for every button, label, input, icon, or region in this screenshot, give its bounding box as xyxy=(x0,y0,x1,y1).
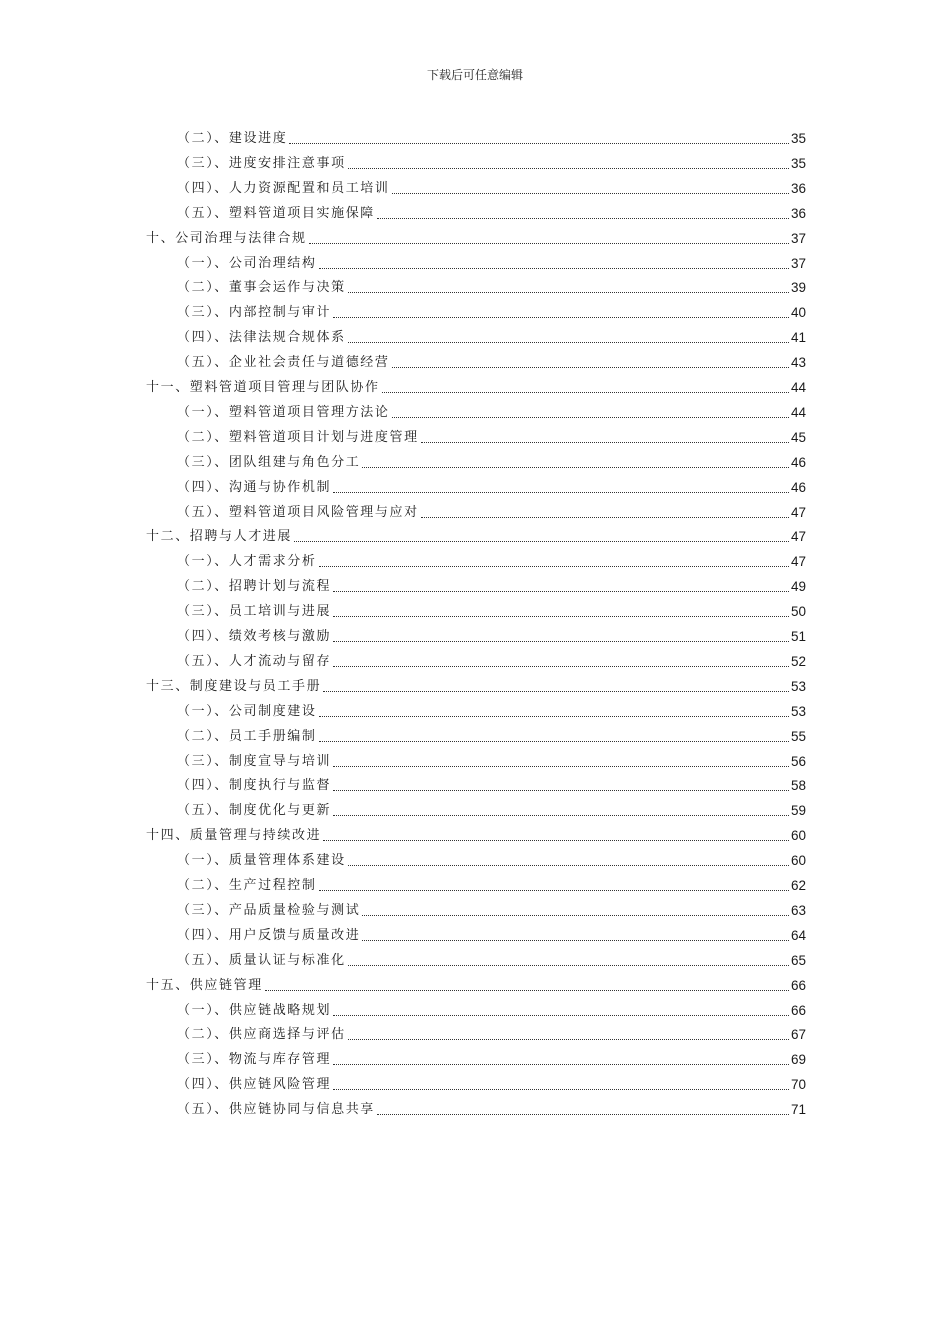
toc-entry-page-number: 49 xyxy=(790,579,806,595)
toc-entry-page-number: 64 xyxy=(790,927,806,943)
toc-entry-page-number: 63 xyxy=(790,902,806,918)
toc-entry-title: （一）、质量管理体系建设 xyxy=(177,853,346,869)
toc-entry-title: （三）、员工培训与进展 xyxy=(177,604,332,620)
toc-entry-page-number: 47 xyxy=(790,504,806,520)
toc-dot-leader xyxy=(348,341,789,343)
toc-entry-title: （四）、供应链风险管理 xyxy=(177,1077,332,1093)
toc-entry-title: （三）、进度安排注意事项 xyxy=(177,155,346,171)
toc-entry-title: （二）、塑料管道项目计划与进度管理 xyxy=(177,429,419,445)
toc-entry-title: 十、公司治理与法律合规 xyxy=(146,230,307,246)
toc-entry-page-number: 53 xyxy=(790,703,806,719)
toc-entry-page-number: 47 xyxy=(790,529,806,545)
toc-section-entry[interactable] xyxy=(177,126,806,148)
toc-entry-page-number: 36 xyxy=(790,205,806,221)
toc-dot-leader xyxy=(294,540,789,542)
toc-entry-page-number: 58 xyxy=(790,778,806,794)
toc-dot-leader xyxy=(348,167,789,169)
toc-entry-title: （二）、建设进度 xyxy=(177,131,288,146)
toc-entry-page-number: 46 xyxy=(790,454,806,470)
toc-entry-title: （四）、人力资源配置和员工培训 xyxy=(177,180,390,196)
toc-entry-title: （四）、沟通与协作机制 xyxy=(177,479,332,495)
toc-dot-leader xyxy=(392,366,789,368)
toc-entry-page-number: 47 xyxy=(790,554,806,570)
toc-entry-title: （二）、员工手册编制 xyxy=(177,728,317,744)
toc-dot-leader xyxy=(362,914,789,916)
toc-chapter-entry[interactable] xyxy=(146,823,806,845)
toc-chapter-entry[interactable] xyxy=(146,524,806,546)
toc-entry-title: （一）、公司治理结构 xyxy=(177,255,317,271)
toc-entry-page-number: 43 xyxy=(790,355,806,371)
toc-dot-leader xyxy=(333,640,789,642)
toc-entry-title: 十五、供应链管理 xyxy=(146,977,263,993)
toc-entry-page-number: 40 xyxy=(790,305,806,321)
toc-entry-title: （五）、制度优化与更新 xyxy=(177,803,332,819)
toc-dot-leader xyxy=(362,939,789,941)
toc-entry-title: （五）、企业社会责任与道德经营 xyxy=(177,355,390,371)
toc-dot-leader xyxy=(333,814,789,816)
toc-dot-leader xyxy=(309,242,789,244)
toc-section-entry[interactable] xyxy=(177,1097,806,1119)
toc-dot-leader xyxy=(319,740,789,742)
toc-dot-leader xyxy=(377,217,789,219)
toc-dot-leader xyxy=(377,1113,789,1115)
toc-dot-leader xyxy=(348,864,789,866)
toc-section-entry[interactable] xyxy=(177,773,806,795)
toc-section-entry[interactable] xyxy=(177,724,806,746)
toc-entry-title: （一）、人才需求分析 xyxy=(177,554,317,570)
toc-dot-leader xyxy=(392,416,789,418)
toc-dot-leader xyxy=(421,516,789,518)
toc-entry-page-number: 41 xyxy=(790,330,806,346)
toc-section-entry[interactable] xyxy=(177,151,806,173)
toc-entry-title: （四）、制度执行与监督 xyxy=(177,778,332,794)
toc-entry-page-number: 56 xyxy=(790,753,806,769)
toc-dot-leader xyxy=(333,665,789,667)
toc-section-entry[interactable] xyxy=(177,549,806,571)
toc-entry-title: 十三、制度建设与员工手册 xyxy=(146,678,322,694)
toc-chapter-entry[interactable] xyxy=(146,973,806,995)
toc-section-entry[interactable] xyxy=(177,1072,806,1094)
toc-entry-page-number: 59 xyxy=(790,803,806,819)
toc-entry-title: 十二、招聘与人才进展 xyxy=(146,529,293,545)
toc-dot-leader xyxy=(319,889,789,891)
toc-section-entry[interactable] xyxy=(177,574,806,596)
toc-entry-title: （一）、塑料管道项目管理方法论 xyxy=(177,404,390,420)
toc-entry-page-number: 45 xyxy=(790,429,806,445)
toc-dot-leader xyxy=(265,989,789,991)
toc-entry-title: （四）、用户反馈与质量改进 xyxy=(177,927,361,943)
toc-dot-leader xyxy=(333,765,789,767)
toc-section-entry[interactable] xyxy=(177,500,806,522)
toc-dot-leader xyxy=(362,466,789,468)
toc-section-entry[interactable] xyxy=(177,450,806,472)
toc-entry-page-number: 66 xyxy=(790,1002,806,1018)
toc-entry-page-number: 52 xyxy=(790,653,806,669)
toc-section-entry[interactable] xyxy=(177,350,806,372)
toc-section-entry[interactable] xyxy=(177,1022,806,1044)
toc-section-entry[interactable] xyxy=(177,798,806,820)
toc-section-entry[interactable] xyxy=(177,848,806,870)
toc-section-entry[interactable] xyxy=(177,300,806,322)
toc-dot-leader xyxy=(348,964,789,966)
toc-entry-title: 十四、质量管理与持续改进 xyxy=(146,828,322,844)
toc-entry-title: （三）、制度宣导与培训 xyxy=(177,753,332,769)
toc-section-entry[interactable] xyxy=(177,425,806,447)
toc-dot-leader xyxy=(333,1063,789,1065)
toc-entry-title: （一）、公司制度建设 xyxy=(177,703,317,719)
toc-section-entry[interactable] xyxy=(177,624,806,646)
toc-entry-page-number: 60 xyxy=(790,828,806,844)
page-header: 下载后可任意编辑 xyxy=(426,68,523,82)
toc-entry-title: （五）、塑料管道项目风险管理与应对 xyxy=(177,504,419,520)
toc-section-entry[interactable] xyxy=(177,923,806,945)
toc-entry-page-number: 51 xyxy=(790,629,806,644)
toc-entry-title: （三）、内部控制与审计 xyxy=(177,305,332,321)
toc-dot-leader xyxy=(348,1038,789,1040)
toc-entry-title: （二）、招聘计划与流程 xyxy=(177,579,332,595)
toc-entry-page-number: 53 xyxy=(790,678,806,694)
toc-entry-title: （四）、绩效考核与激励 xyxy=(177,629,332,644)
toc-section-entry[interactable] xyxy=(177,475,806,497)
toc-entry-page-number: 35 xyxy=(790,131,806,146)
toc-chapter-entry[interactable] xyxy=(146,226,806,248)
toc-section-entry[interactable] xyxy=(177,275,806,297)
toc-entry-page-number: 71 xyxy=(790,1102,806,1118)
toc-dot-leader xyxy=(323,839,789,841)
toc-entry-page-number: 50 xyxy=(790,604,806,620)
toc-entry-title: （五）、供应链协同与信息共享 xyxy=(177,1102,375,1118)
toc-entry-title: （二）、董事会运作与决策 xyxy=(177,280,346,296)
toc-entry-page-number: 35 xyxy=(790,155,806,171)
toc-section-entry[interactable] xyxy=(177,898,806,920)
toc-entry-title: （五）、质量认证与标准化 xyxy=(177,952,346,968)
toc-entry-title: （四）、法律法规合规体系 xyxy=(177,330,346,346)
toc-section-entry[interactable] xyxy=(177,400,806,422)
toc-dot-leader xyxy=(333,789,789,791)
toc-chapter-entry[interactable] xyxy=(146,375,806,397)
toc-entry-page-number: 67 xyxy=(790,1027,806,1043)
toc-entry-page-number: 70 xyxy=(790,1077,806,1093)
toc-entry-page-number: 65 xyxy=(790,952,806,968)
toc-entry-title: （二）、供应商选择与评估 xyxy=(177,1027,346,1043)
toc-entry-page-number: 44 xyxy=(790,404,806,420)
toc-entry-page-number: 36 xyxy=(790,180,806,196)
toc-entry-title: （五）、人才流动与留存 xyxy=(177,653,332,669)
toc-dot-leader xyxy=(333,316,789,318)
toc-entry-title: （三）、物流与库存管理 xyxy=(177,1052,332,1068)
toc-dot-leader xyxy=(319,715,789,717)
toc-section-entry[interactable] xyxy=(177,251,806,273)
toc-entry-title: （二）、生产过程控制 xyxy=(177,878,317,893)
toc-entry-page-number: 46 xyxy=(790,479,806,495)
toc-section-entry[interactable] xyxy=(177,998,806,1020)
toc-dot-leader xyxy=(333,590,789,592)
toc-entry-title: （三）、产品质量检验与测试 xyxy=(177,902,361,918)
toc-dot-leader xyxy=(348,291,789,293)
toc-dot-leader xyxy=(333,615,789,617)
toc-entry-page-number: 37 xyxy=(790,230,806,246)
toc-dot-leader xyxy=(392,192,789,194)
toc-dot-leader xyxy=(382,391,789,393)
toc-entry-title: 十一、塑料管道项目管理与团队协作 xyxy=(146,380,380,395)
toc-entry-page-number: 55 xyxy=(790,728,806,744)
toc-section-entry[interactable] xyxy=(177,749,806,771)
toc-dot-leader xyxy=(289,142,789,144)
toc-dot-leader xyxy=(333,491,789,493)
toc-section-entry[interactable] xyxy=(177,325,806,347)
toc-chapter-entry[interactable] xyxy=(146,674,806,696)
toc-entry-page-number: 39 xyxy=(790,280,806,296)
toc-entry-page-number: 69 xyxy=(790,1052,806,1068)
toc-dot-leader xyxy=(319,565,789,567)
toc-section-entry[interactable] xyxy=(177,699,806,721)
toc-entry-page-number: 66 xyxy=(790,977,806,993)
toc-section-entry[interactable] xyxy=(177,649,806,671)
toc-entry-page-number: 60 xyxy=(790,853,806,869)
toc-entry-title: （一）、供应链战略规划 xyxy=(177,1002,332,1018)
toc-section-entry[interactable] xyxy=(177,176,806,198)
toc-entry-page-number: 44 xyxy=(790,380,806,395)
toc-section-entry[interactable] xyxy=(177,599,806,621)
toc-section-entry[interactable] xyxy=(177,1047,806,1069)
toc-entry-page-number: 62 xyxy=(790,878,806,893)
toc-dot-leader xyxy=(319,267,789,269)
toc-dot-leader xyxy=(333,1014,789,1016)
toc-section-entry[interactable] xyxy=(177,201,806,223)
toc-dot-leader xyxy=(421,441,789,443)
toc-entry-title: （五）、塑料管道项目实施保障 xyxy=(177,205,375,221)
toc-section-entry[interactable] xyxy=(177,873,806,895)
toc-section-entry[interactable] xyxy=(177,948,806,970)
toc-dot-leader xyxy=(323,690,789,692)
toc-entry-title: （三）、团队组建与角色分工 xyxy=(177,454,361,470)
toc-dot-leader xyxy=(333,1088,789,1090)
toc-entry-page-number: 37 xyxy=(790,255,806,271)
